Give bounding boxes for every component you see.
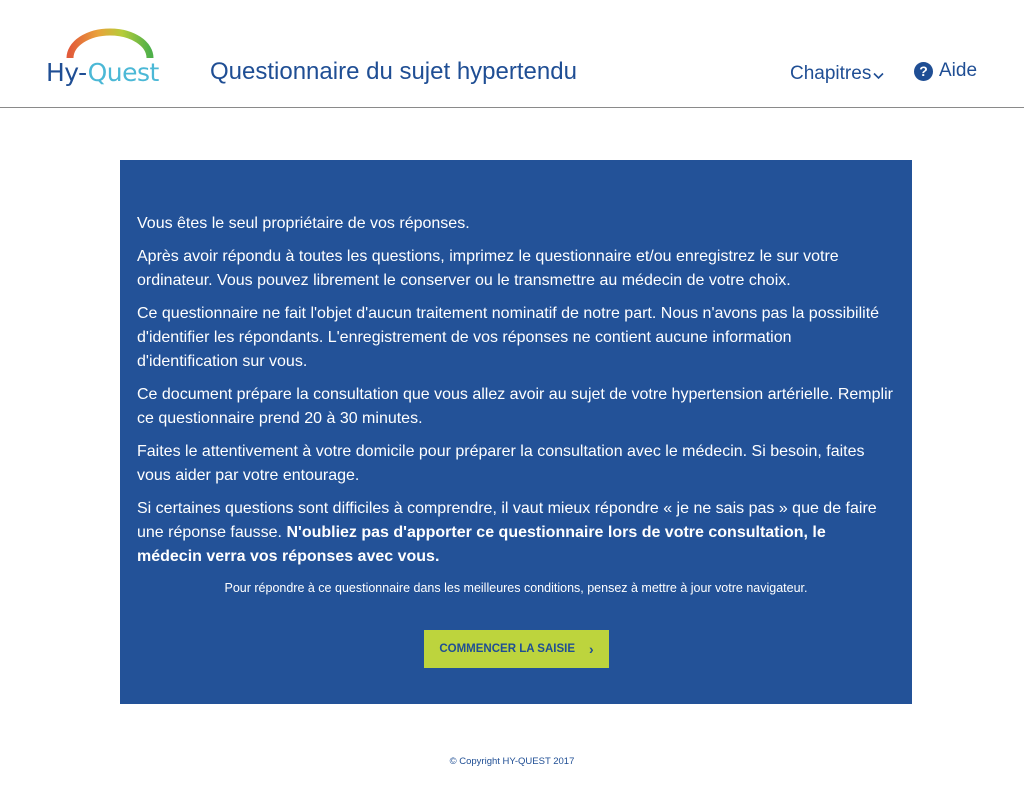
start-button[interactable] — [424, 630, 609, 668]
aide-label: Aide — [939, 60, 978, 81]
chevron-right-icon: › — [589, 641, 594, 657]
footer-copyright: © Copyright HY-QUEST 2017 — [449, 756, 575, 767]
intro-paragraph-3: Ce questionnaire ne fait l'objet d'aucun traitement nominatif de notre part. Nous n'avons pas la possibilité d'identifier les répondants. L'enregistrement de vos réponses ne contient aucune information d'identification sur vous. — [137, 305, 880, 370]
logo-quest: Quest — [87, 58, 159, 87]
chapitres-menu[interactable] — [790, 61, 884, 86]
aide-link[interactable] — [914, 60, 977, 82]
hy-quest-logo[interactable] — [44, 28, 164, 90]
start-button-label: COMMENCER LA SAISIE — [439, 643, 575, 655]
logo-arc-icon — [62, 28, 158, 58]
chevron-down-icon — [873, 64, 884, 86]
intro-paragraph-2: Après avoir répondu à toutes les questions, imprimez le questionnaire et/ou enregistrez le sur votre ordinateur. Vous pouvez librement le conserver ou le transmettre au médecin de votre choix. — [137, 248, 839, 289]
chapitres-label: Chapitres — [790, 62, 872, 84]
intro-paragraph-1: Vous êtes le seul propriétaire de vos réponses. — [137, 215, 470, 232]
intro-panel — [120, 160, 912, 704]
logo-hy: Hy- — [46, 58, 88, 87]
intro-paragraph-6 — [137, 497, 895, 569]
intro-paragraph-5: Faites le attentivement à votre domicile pour préparer la consultation avec le médecin. Si besoin, faites vous aider par votre entourage. — [137, 443, 865, 484]
intro-paragraph-6-text: Si certaines questions sont difficiles à comprendre, il vaut mieux répondre « je ne sais pas » que de faire une réponse fausse. — [137, 500, 877, 541]
logo-text — [46, 58, 159, 87]
intro-paragraph-6-bold: N'oubliez pas d'apporter ce questionnaire lors de votre consultation, le médecin verra vos réponses avec vous. — [137, 524, 826, 565]
intro-paragraph-4: Ce document prépare la consultation que vous allez avoir au sujet de votre hypertension artérielle. Remplir ce questionnaire prend 20 à 30 minutes. — [137, 386, 893, 427]
browser-note: Pour répondre à ce questionnaire dans les meilleures conditions, pensez à mettre à jour votre navigateur. — [224, 581, 808, 595]
question-circle-icon: ? — [914, 62, 933, 81]
page-title: Questionnaire du sujet hypertendu — [210, 58, 577, 85]
header — [0, 0, 1024, 108]
